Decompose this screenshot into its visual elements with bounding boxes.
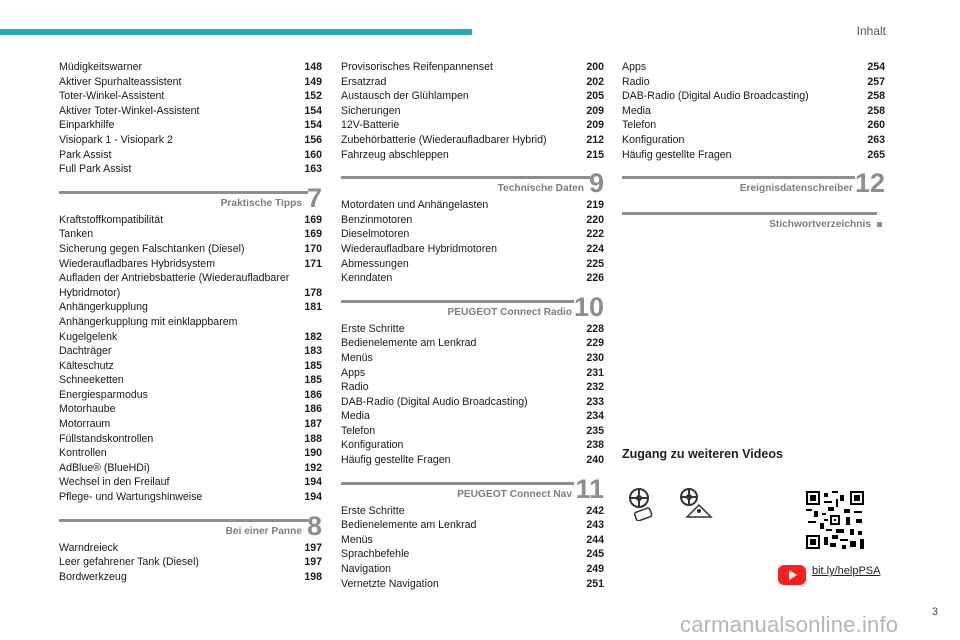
toc-entry-title: Erste Schritte — [341, 322, 405, 335]
toc-entry[interactable] — [59, 490, 322, 505]
toc-entry[interactable] — [59, 541, 322, 556]
toc-entry-title: Motorraum — [59, 418, 111, 431]
toc-entry[interactable] — [59, 475, 322, 490]
toc-entry-page: 149 — [304, 75, 322, 88]
toc-entry-page: 215 — [586, 148, 604, 161]
toc-entry-title: Sicherungen — [341, 104, 401, 117]
toc-entry[interactable] — [622, 148, 885, 163]
section-number: 7 — [306, 182, 322, 213]
toc-entry[interactable] — [341, 242, 604, 257]
toc-entry-page: 154 — [304, 119, 322, 132]
toc-entry[interactable] — [59, 461, 322, 476]
toc-entry-title: Anhängerkupplung mit einklappbarem — [59, 315, 238, 328]
toc-entry-page: 245 — [586, 548, 604, 561]
toc-entry[interactable] — [341, 438, 604, 453]
toc-entry[interactable] — [59, 227, 322, 242]
toc-entry-title: Fahrzeug abschleppen — [341, 148, 449, 161]
toc-entry-page: 232 — [586, 381, 604, 394]
section-title: Ereignisdatenschreiber — [739, 183, 853, 195]
toc-entry[interactable] — [341, 395, 604, 410]
toc-entry-title: Provisorisches Reifenpannenset — [341, 61, 493, 73]
help-videos-link[interactable]: bit.ly/helpPSA — [812, 565, 881, 577]
section-heading-11 — [341, 473, 604, 504]
toc-entry-page: 152 — [304, 90, 322, 103]
toc-entry-title: Bordwerkzeug — [59, 570, 127, 583]
youtube-icon — [778, 565, 806, 585]
toc-entry-page: 194 — [304, 491, 322, 504]
toc-entry-title: Kälteschutz — [59, 359, 114, 372]
section-title: Bei einer Panne — [225, 525, 302, 537]
toc-entry-title: Benzinmotoren — [341, 213, 413, 226]
toc-entry-page: 181 — [304, 301, 322, 314]
toc-entry-title: Energiesparmodus — [59, 388, 148, 401]
toc-entry-title: Tanken — [59, 228, 94, 241]
section-title: Stichwortverzeichnis — [769, 219, 871, 231]
videos-heading: Zugang zu weiteren Videos — [622, 447, 783, 461]
section-title: PEUGEOT Connect Radio — [447, 306, 572, 318]
toc-entry-title: Media — [622, 104, 651, 117]
toc-entry-title: 12V-Batterie — [341, 119, 400, 132]
toc-entry-title: Füllstandskontrollen — [59, 432, 154, 445]
toc-entry-page: 198 — [304, 570, 322, 583]
toc-entry-title: Pflege- und Wartungshinweise — [59, 491, 203, 504]
toc-entry-page: 219 — [586, 199, 604, 212]
toc-entry-page: 251 — [586, 577, 604, 590]
section-title: Praktische Tipps — [220, 197, 302, 209]
toc-entry[interactable] — [341, 547, 604, 562]
section-heading-8 — [59, 510, 322, 541]
toc-entry-page: 238 — [586, 439, 604, 452]
toc-entry-title: Navigation — [341, 563, 392, 576]
section-number: 8 — [306, 510, 322, 541]
toc-entry-page: 154 — [304, 104, 322, 117]
toc-entry-page: 183 — [304, 345, 322, 358]
top-accent-bar — [0, 29, 472, 35]
toc-entry[interactable] — [341, 562, 604, 577]
section-number: 11 — [575, 473, 604, 504]
section-number: 10 — [573, 291, 604, 322]
toc-entry-title: Menüs — [341, 533, 373, 546]
toc-entry-page: 212 — [586, 133, 604, 146]
toc-entry-page: 235 — [586, 424, 604, 437]
toc-entry-page: 169 — [304, 228, 322, 241]
toc-entry-page: 242 — [586, 504, 604, 517]
toc-entry-page: 258 — [867, 90, 885, 103]
toc-entry[interactable] — [59, 417, 322, 432]
toc-entry[interactable] — [59, 271, 322, 286]
toc-entry-page: 225 — [586, 257, 604, 270]
toc-entry[interactable] — [59, 286, 322, 301]
toc-entry-title: Vernetzte Navigation — [341, 577, 439, 590]
toc-entry-title: Sprachbefehle — [341, 548, 410, 561]
toc-entry[interactable] — [341, 380, 604, 395]
section-number: 9 — [588, 168, 604, 199]
toc-entry[interactable] — [622, 60, 885, 75]
toc-entry-title: Full Park Assist — [59, 163, 132, 176]
toc-entry-title: Austausch der Glühlampen — [341, 90, 469, 103]
toc-entry-title: Warndreieck — [59, 541, 119, 554]
toc-entry-page: 192 — [304, 461, 322, 474]
toc-entry-page: 265 — [867, 148, 885, 161]
toc-entry[interactable] — [341, 271, 604, 286]
toc-entry-page: 178 — [304, 286, 322, 299]
toc-entry-page: 187 — [304, 418, 322, 431]
toc-entry[interactable] — [59, 432, 322, 447]
toc-entry-title: Motorhaube — [59, 403, 116, 416]
toc-entry-title: Wiederaufladbares Hybridsystem — [59, 257, 216, 270]
toc-entry[interactable] — [341, 424, 604, 439]
toc-entry[interactable] — [341, 453, 604, 468]
section-heading-9 — [341, 170, 604, 198]
toc-entry[interactable] — [622, 75, 885, 90]
toc-entry-page: 254 — [867, 61, 885, 73]
toc-entry-page: 209 — [586, 119, 604, 132]
toc-entry-page: 171 — [304, 257, 322, 270]
toc-entry[interactable] — [622, 118, 885, 133]
toc-entry-page: 156 — [304, 133, 322, 146]
toc-entry-title: Sicherung gegen Falschtanken (Diesel) — [59, 242, 245, 255]
toc-entry[interactable] — [59, 75, 322, 90]
toc-entry-page: 244 — [586, 533, 604, 546]
toc-entry-title: Müdigkeitswarner — [59, 61, 143, 73]
toc-entry[interactable] — [59, 213, 322, 228]
toc-entry[interactable] — [341, 60, 604, 75]
toc-entry[interactable] — [341, 518, 604, 533]
section-title: PEUGEOT Connect Nav — [457, 488, 572, 500]
toc-entry-title: Radio — [622, 75, 650, 88]
toc-entry-title: Menüs — [341, 351, 373, 364]
toc-entry-title: Leer gefahrener Tank (Diesel) — [59, 556, 199, 569]
toc-entry-title: Kraftstoffkompatibilität — [59, 213, 164, 226]
toc-entry[interactable] — [341, 227, 604, 242]
toc-column-3 — [622, 60, 885, 234]
wheel-navigation-icon — [679, 487, 715, 521]
toc-entry-page: 194 — [304, 476, 322, 489]
square-marker-icon — [877, 222, 882, 227]
toc-entry-page: 188 — [304, 432, 322, 445]
toc-entry-title: Bedienelemente am Lenkrad — [341, 337, 477, 350]
toc-entry-title: Kugelgelenk — [59, 330, 118, 343]
toc-entry[interactable] — [341, 533, 604, 548]
toc-entry[interactable] — [59, 89, 322, 104]
toc-entry-page: 185 — [304, 359, 322, 372]
toc-entry-page: 249 — [586, 563, 604, 576]
toc-entry[interactable] — [59, 148, 322, 163]
toc-entry-title: Einparkhilfe — [59, 119, 115, 132]
toc-entry-page: 222 — [586, 228, 604, 241]
toc-entry[interactable] — [59, 300, 322, 315]
section-number: 12 — [854, 168, 885, 199]
toc-entry-title: Aufladen der Antriebsbatterie (Wiederaufladbarer — [59, 272, 290, 285]
toc-entry-title: Kenndaten — [341, 272, 393, 285]
toc-entry-page: 220 — [586, 213, 604, 226]
toc-entry-page: 182 — [304, 330, 322, 343]
toc-entry-page: 240 — [586, 454, 604, 467]
toc-entry-title: Konfiguration — [622, 133, 685, 146]
toc-entry-title: Zubehörbatterie (Wiederaufladbarer Hybrid) — [341, 133, 547, 146]
toc-entry-page: 148 — [304, 61, 322, 73]
toc-entry[interactable] — [622, 89, 885, 104]
toc-entry-page: 243 — [586, 519, 604, 532]
toc-entry[interactable] — [341, 322, 604, 337]
toc-entry-page: 163 — [304, 163, 322, 176]
toc-entry-title: Visiopark 1 - Visiopark 2 — [59, 133, 173, 146]
toc-entry-page: 170 — [304, 242, 322, 255]
toc-entry[interactable] — [622, 133, 885, 148]
toc-column-2 — [341, 60, 604, 591]
toc-entry-page: 228 — [586, 322, 604, 335]
toc-entry-title: Toter-Winkel-Assistent — [59, 90, 165, 103]
toc-entry[interactable] — [341, 133, 604, 148]
toc-entry-title: Radio — [341, 381, 369, 394]
toc-entry-page: 197 — [304, 541, 322, 554]
toc-entry-title: Motordaten und Anhängelasten — [341, 199, 489, 212]
toc-entry[interactable] — [341, 213, 604, 228]
toc-entry[interactable] — [59, 133, 322, 148]
toc-entry-page: 200 — [586, 61, 604, 73]
toc-entry-page: 209 — [586, 104, 604, 117]
toc-entry[interactable] — [341, 409, 604, 424]
watermark: carmanualsonline.info — [680, 612, 899, 637]
toc-entry-page: 258 — [867, 104, 885, 117]
toc-entry[interactable] — [59, 104, 322, 119]
toc-entry-page: 186 — [304, 388, 322, 401]
toc-entry-page: 226 — [586, 272, 604, 285]
toc-entry[interactable] — [59, 257, 322, 272]
toc-entry[interactable] — [341, 257, 604, 272]
toc-entry-page: 205 — [586, 90, 604, 103]
toc-entry-title: Apps — [341, 366, 366, 379]
toc-entry-title: Schneeketten — [59, 374, 124, 387]
toc-entry-page: 234 — [586, 410, 604, 423]
toc-entry-page: 260 — [867, 119, 885, 132]
toc-entry[interactable] — [59, 388, 322, 403]
toc-entry-page: 186 — [304, 403, 322, 416]
toc-entry[interactable] — [341, 75, 604, 90]
toc-entry-page: 197 — [304, 556, 322, 569]
section-heading-10 — [341, 291, 604, 322]
toc-entry-title: Wechsel in den Freilauf — [59, 476, 170, 489]
toc-entry-page: 190 — [304, 447, 322, 460]
toc-entry[interactable] — [59, 373, 322, 388]
toc-entry[interactable] — [341, 351, 604, 366]
toc-entry-title: DAB-Radio (Digital Audio Broadcasting) — [341, 395, 528, 408]
toc-entry-page: 224 — [586, 242, 604, 255]
toc-entry[interactable] — [341, 366, 604, 381]
section-title: Technische Daten — [497, 183, 584, 195]
page-header-title: Inhalt — [856, 24, 886, 38]
toc-entry-title: Ersatzrad — [341, 75, 387, 88]
toc-entry[interactable] — [341, 148, 604, 163]
toc-entry[interactable] — [59, 242, 322, 257]
toc-entry-title: Aktiver Spurhalteassistent — [59, 75, 182, 88]
toc-entry[interactable] — [59, 570, 322, 585]
toc-entry[interactable] — [341, 577, 604, 592]
toc-entry-page: 257 — [867, 75, 885, 88]
toc-entry[interactable] — [59, 359, 322, 374]
toc-entry[interactable] — [341, 89, 604, 104]
toc-entry[interactable] — [59, 446, 322, 461]
toc-entry-title: Apps — [622, 61, 647, 73]
toc-entry-page: 160 — [304, 148, 322, 161]
toc-entry-title: Erste Schritte — [341, 504, 405, 517]
toc-entry[interactable] — [59, 60, 322, 75]
toc-entry-title: Park Assist — [59, 148, 112, 161]
toc-entry[interactable] — [341, 504, 604, 519]
toc-entry-title: Hybridmotor) — [59, 286, 121, 299]
toc-entry-title: Bedienelemente am Lenkrad — [341, 519, 477, 532]
toc-entry-title: DAB-Radio (Digital Audio Broadcasting) — [622, 90, 809, 103]
toc-entry-page: 229 — [586, 337, 604, 350]
wheel-phone-icon — [627, 487, 659, 521]
toc-entry-title: Dachträger — [59, 345, 112, 358]
toc-entry-page: 202 — [586, 75, 604, 88]
toc-entry[interactable] — [622, 104, 885, 119]
toc-entry-title: Abmessungen — [341, 257, 409, 270]
toc-entry-page: 231 — [586, 366, 604, 379]
toc-entry-title: Kontrollen — [59, 447, 107, 460]
toc-column-1 — [59, 60, 322, 584]
toc-entry[interactable] — [59, 402, 322, 417]
toc-entry-title: Dieselmotoren — [341, 228, 410, 241]
toc-entry-page: 233 — [586, 395, 604, 408]
toc-entry[interactable] — [341, 198, 604, 213]
toc-entry-title: Telefon — [341, 424, 376, 437]
toc-entry-title: Media — [341, 410, 370, 423]
toc-entry[interactable] — [341, 104, 604, 119]
section-heading-index — [622, 206, 885, 234]
toc-entry-title: Häufig gestellte Fragen — [622, 148, 732, 161]
toc-entry-page: 263 — [867, 133, 885, 146]
toc-entry-title: Häufig gestellte Fragen — [341, 454, 451, 467]
section-heading-12 — [622, 170, 885, 198]
toc-entry[interactable] — [59, 315, 322, 330]
page-number: 3 — [931, 606, 938, 618]
toc-entry-page: 169 — [304, 213, 322, 226]
toc-entry-title: Wiederaufladbare Hybridmotoren — [341, 242, 498, 255]
toc-entry-page: 230 — [586, 351, 604, 364]
toc-entry[interactable] — [341, 336, 604, 351]
toc-entry[interactable] — [59, 330, 322, 345]
toc-entry[interactable] — [59, 344, 322, 359]
toc-entry-title: AdBlue® (BlueHDi) — [59, 461, 150, 474]
toc-entry-page: 185 — [304, 374, 322, 387]
toc-entry[interactable] — [59, 118, 322, 133]
qr-code-icon[interactable] — [806, 491, 864, 549]
toc-entry[interactable] — [59, 162, 322, 177]
toc-entry-title: Aktiver Toter-Winkel-Assistent — [59, 104, 200, 117]
toc-entry-title: Telefon — [622, 119, 657, 132]
toc-entry-title: Anhängerkupplung — [59, 301, 148, 314]
toc-entry[interactable] — [341, 118, 604, 133]
toc-entry[interactable] — [59, 555, 322, 570]
toc-entry-title: Konfiguration — [341, 439, 404, 452]
section-heading-7 — [59, 182, 322, 213]
